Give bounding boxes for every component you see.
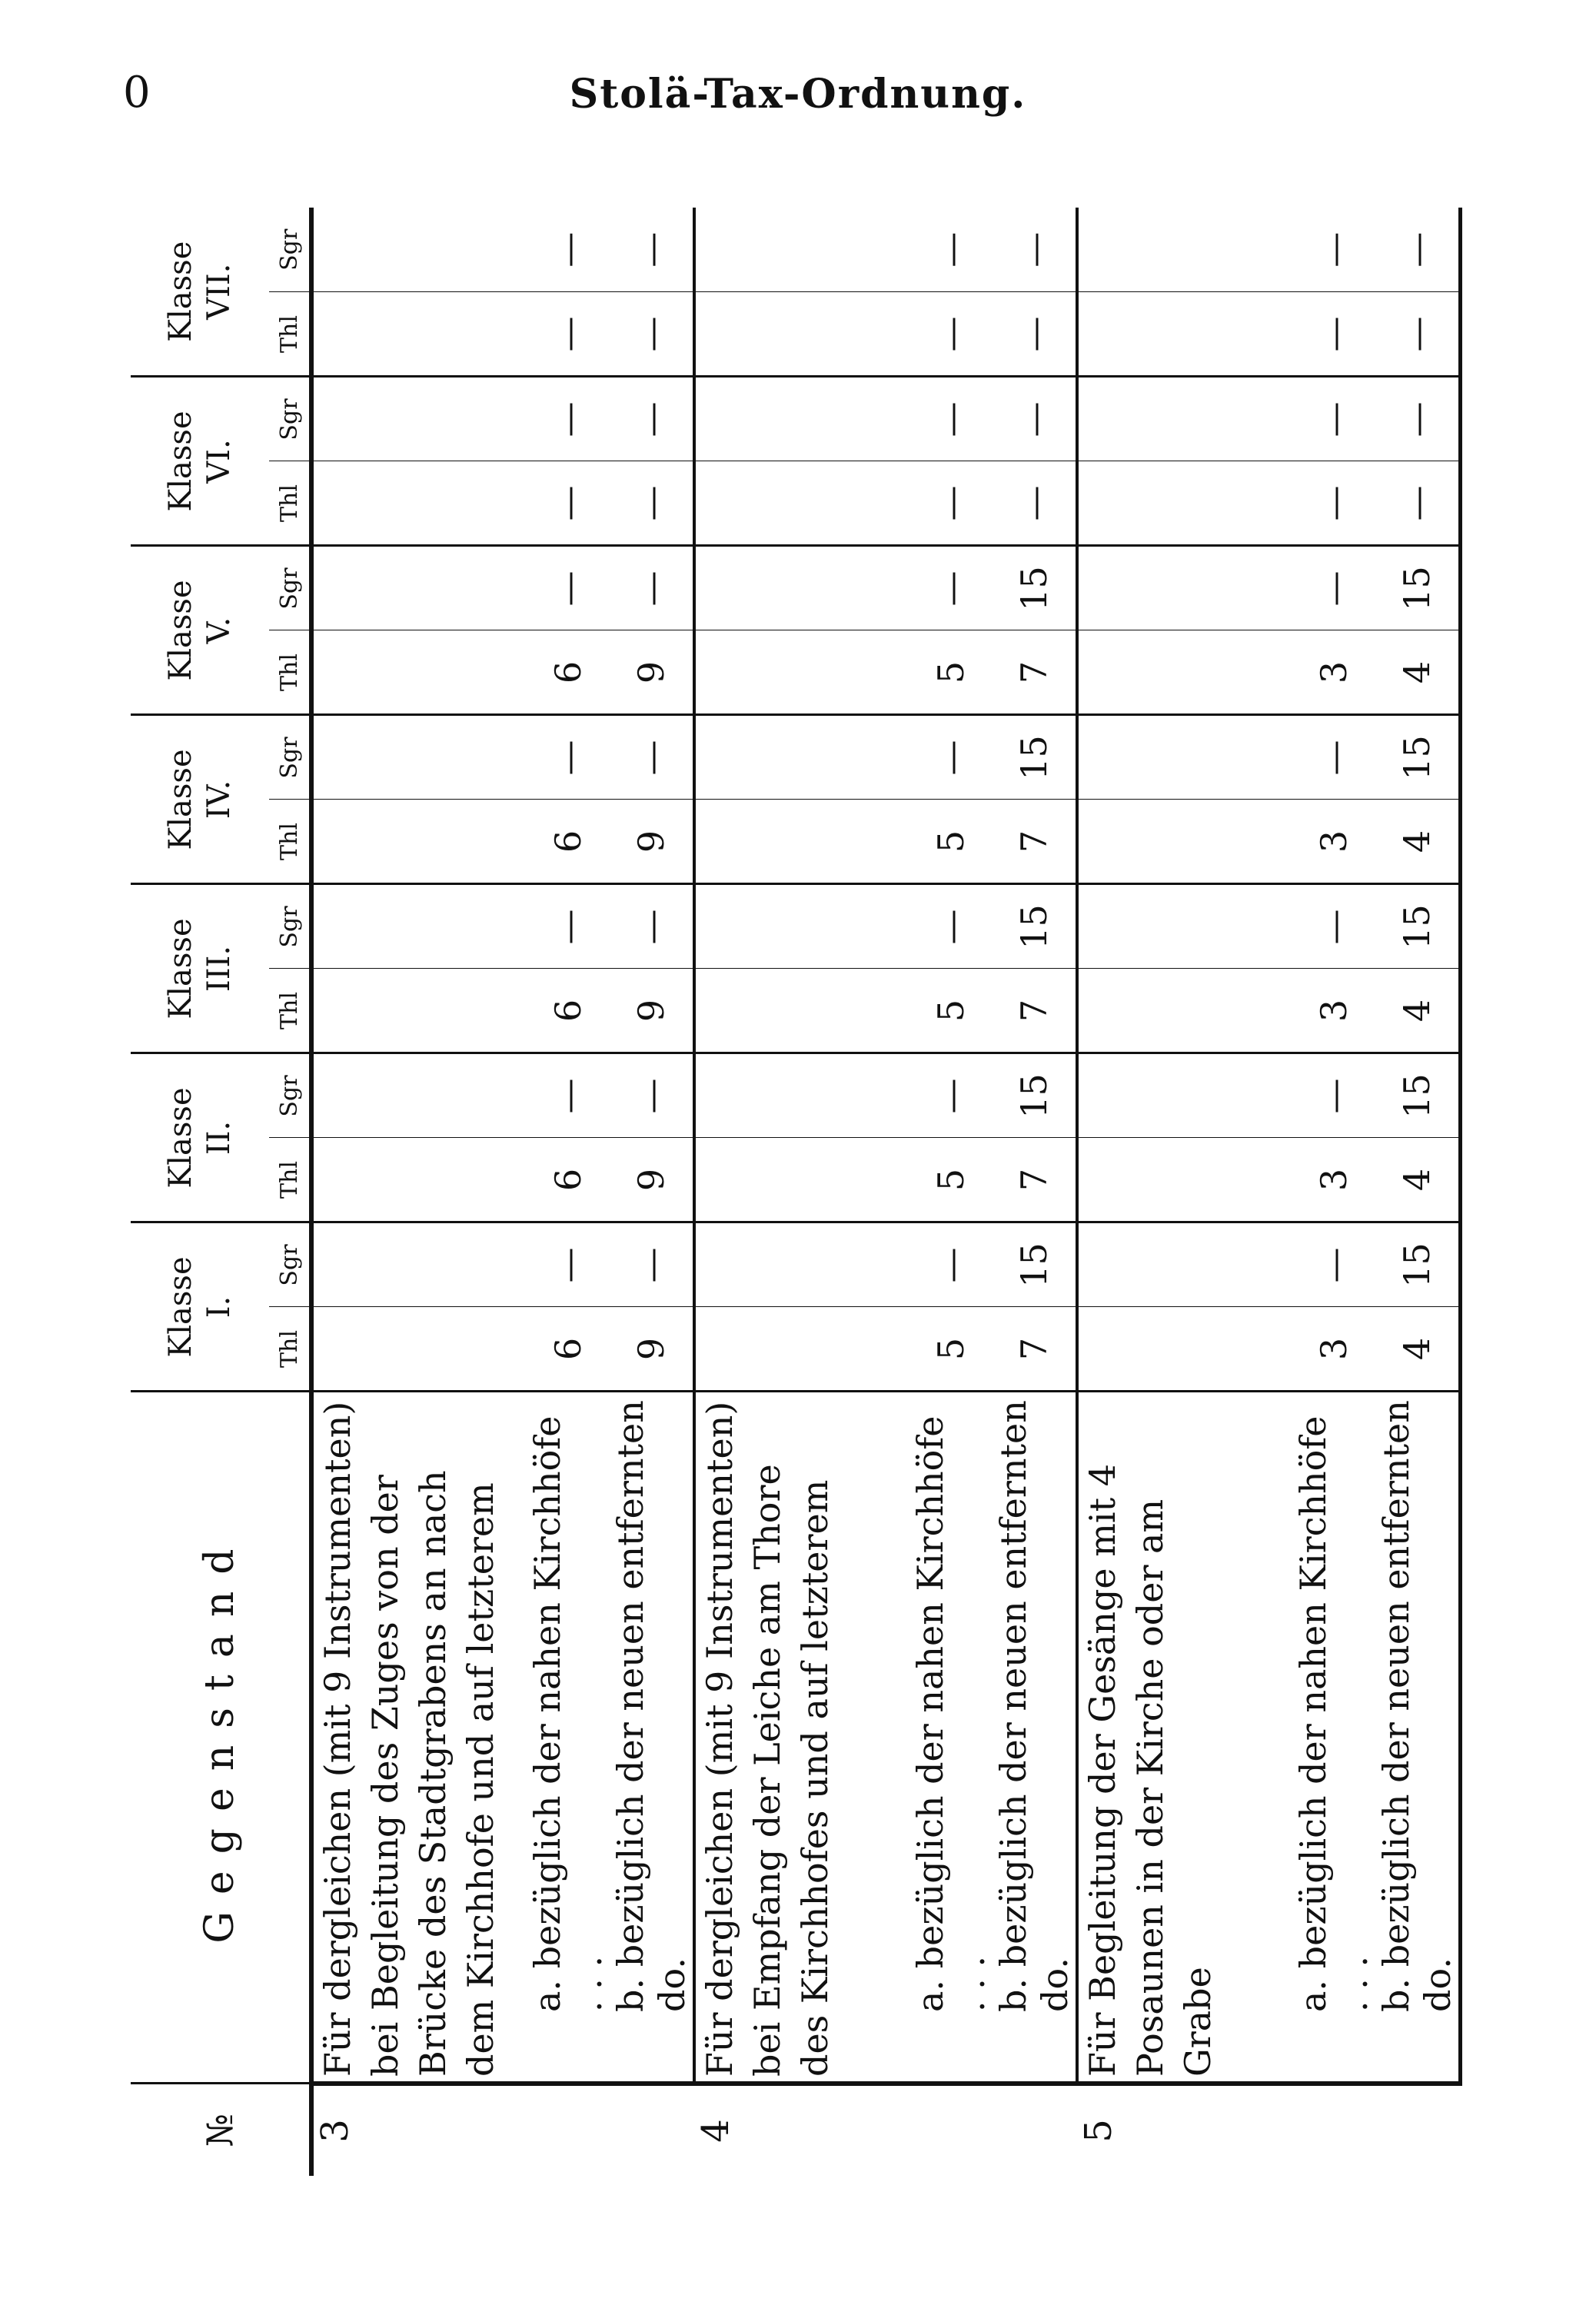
- class-4-sgr-value: —: [1292, 715, 1375, 800]
- class-6-sgr-value: —: [909, 377, 993, 461]
- class-5-sgr-value: —: [527, 546, 610, 630]
- row-number: 5: [1077, 2119, 1120, 2143]
- class-word: Klasse: [163, 411, 198, 512]
- class-2-sgr-value: 15: [1375, 1053, 1461, 1138]
- number-column-header: №: [131, 2084, 311, 2176]
- table-row: [694, 208, 909, 2176]
- class-3-sgr-value: —: [909, 884, 993, 969]
- empty-cell: [311, 1138, 527, 1222]
- class-2-thl-value: 4: [1375, 1138, 1461, 1222]
- class-7-thl-value: —: [993, 292, 1077, 377]
- empty-cell: [1077, 208, 1292, 292]
- subrow-description: a. bezüglich der nahen Kirchhöfe . . .: [527, 1392, 610, 2084]
- unit-header-sgr: Sgr: [269, 884, 311, 969]
- unit-header-thl: Thl: [269, 630, 311, 715]
- unit-header-thl: Thl: [269, 1307, 311, 1392]
- class-4-sgr-value: —: [610, 715, 694, 800]
- class-word: Klasse: [163, 1087, 198, 1189]
- subject-column-header: Gegenstand: [131, 1392, 311, 2084]
- header-class-row: [131, 208, 269, 2176]
- class-5-sgr-value: —: [1292, 546, 1375, 630]
- table-subrow: [993, 208, 1077, 2176]
- class-4-thl-value: 7: [993, 800, 1077, 884]
- class-5-thl-value: 6: [527, 630, 610, 715]
- class-3-thl-value: 4: [1375, 969, 1461, 1053]
- unit-header-sgr: Sgr: [269, 546, 311, 630]
- class-6-thl-value: —: [1375, 461, 1461, 546]
- class-6-sgr-value: —: [993, 377, 1077, 461]
- class-6-sgr-value: —: [610, 377, 694, 461]
- subrow-description: a. bezüglich der nahen Kirchhöfe . . .: [909, 1392, 993, 2084]
- class-7-thl-value: —: [610, 292, 694, 377]
- class-1-thl-value: 3: [1292, 1307, 1375, 1392]
- empty-cell: [1077, 630, 1292, 715]
- table-row: [311, 208, 527, 2176]
- empty-cell: [1077, 461, 1292, 546]
- class-4-sgr-value: 15: [993, 715, 1077, 800]
- unit-header-thl: Thl: [269, 969, 311, 1053]
- class-2-sgr-value: 15: [993, 1053, 1077, 1138]
- class-1-thl-value: 9: [610, 1307, 694, 1392]
- class-word: Klasse: [163, 1256, 198, 1358]
- class-1-thl-value: 6: [527, 1307, 610, 1392]
- class-7-sgr-value: —: [1292, 208, 1375, 292]
- empty-cell: [311, 884, 527, 969]
- class-5-thl-value: 9: [610, 630, 694, 715]
- class-2-thl-value: 3: [1292, 1138, 1375, 1222]
- class-numeral: III.: [201, 945, 237, 993]
- table-subrow: [527, 208, 610, 2176]
- class-2-sgr-value: —: [1292, 1053, 1375, 1138]
- class-1-sgr-value: 15: [993, 1222, 1077, 1307]
- table-subrow: [1292, 208, 1375, 2176]
- class-5-thl-value: 5: [909, 630, 993, 715]
- class-3-sgr-value: —: [1292, 884, 1375, 969]
- class-7-sgr-value: —: [1375, 208, 1461, 292]
- empty-cell: [1077, 715, 1292, 800]
- class-word: Klasse: [163, 580, 198, 681]
- class-7-sgr-value: —: [610, 208, 694, 292]
- empty-cell: [694, 715, 909, 800]
- table-subrow: [909, 208, 993, 2176]
- empty-cell: [311, 715, 527, 800]
- table-row: [1077, 208, 1292, 2176]
- tariff-table: [131, 208, 1462, 2176]
- unit-header-thl: Thl: [269, 292, 311, 377]
- empty-cell: [311, 1053, 527, 1138]
- empty-cell: [1077, 1053, 1292, 1138]
- empty-cell: [311, 969, 527, 1053]
- unit-header-sgr: Sgr: [269, 1053, 311, 1138]
- subrow-description: b. bezüglich der neuen entfernten do.: [1375, 1392, 1461, 2084]
- running-head: Stolä-Tax-Ordnung.: [569, 71, 1027, 118]
- empty-cell: [311, 377, 527, 461]
- class-3-thl-value: 9: [610, 969, 694, 1053]
- table-subrow: [610, 208, 694, 2176]
- class-numeral: II.: [201, 1120, 237, 1156]
- class-2-thl-value: 7: [993, 1138, 1077, 1222]
- empty-cell: [694, 884, 909, 969]
- unit-header-sgr: Sgr: [269, 377, 311, 461]
- class-7-thl-value: —: [1375, 292, 1461, 377]
- class-5-sgr-value: —: [909, 546, 993, 630]
- empty-cell: [694, 1138, 909, 1222]
- class-1-sgr-value: —: [909, 1222, 993, 1307]
- class-2-sgr-value: —: [610, 1053, 694, 1138]
- tariff-body: [311, 208, 1461, 2176]
- class-numeral: I.: [201, 1296, 237, 1319]
- empty-cell: [694, 546, 909, 630]
- class-6-sgr-value: —: [1292, 377, 1375, 461]
- empty-cell: [311, 1307, 527, 1392]
- unit-header-sgr: Sgr: [269, 715, 311, 800]
- class-2-sgr-value: —: [909, 1053, 993, 1138]
- class-4-thl-value: 3: [1292, 800, 1375, 884]
- class-6-thl-value: —: [909, 461, 993, 546]
- class-3-sgr-value: —: [527, 884, 610, 969]
- class-3-sgr-value: 15: [1375, 884, 1461, 969]
- empty-cell: [1077, 969, 1292, 1053]
- class-5-thl-value: 4: [1375, 630, 1461, 715]
- class-7-sgr-value: —: [993, 208, 1077, 292]
- class-word: Klasse: [163, 918, 198, 1019]
- empty-cell: [694, 969, 909, 1053]
- unit-header-thl: Thl: [269, 800, 311, 884]
- unit-header-thl: Thl: [269, 461, 311, 546]
- class-numeral: VI.: [201, 439, 237, 484]
- class-numeral: V.: [201, 617, 237, 644]
- empty-cell: [1077, 1307, 1292, 1392]
- class-header-6: [131, 377, 269, 546]
- class-1-sgr-value: —: [527, 1222, 610, 1307]
- empty-cell: [694, 1053, 909, 1138]
- class-6-thl-value: —: [1292, 461, 1375, 546]
- class-header-7: [131, 208, 269, 377]
- class-5-thl-value: 7: [993, 630, 1077, 715]
- class-1-thl-value: 5: [909, 1307, 993, 1392]
- empty-cell: [1077, 292, 1292, 377]
- class-4-thl-value: 9: [610, 800, 694, 884]
- class-2-thl-value: 5: [909, 1138, 993, 1222]
- class-4-thl-value: 6: [527, 800, 610, 884]
- class-2-sgr-value: —: [527, 1053, 610, 1138]
- subrow-description: a. bezüglich der nahen Kirchhöfe . . .: [1292, 1392, 1375, 2084]
- class-header-2: [131, 1053, 269, 1222]
- row-description: Für Begleitung der Gesänge mit 4 Posaunen in der Kirche oder am Grabe: [1077, 1392, 1292, 2084]
- row-number: 4: [694, 2119, 737, 2143]
- empty-cell: [311, 630, 527, 715]
- class-2-thl-value: 6: [527, 1138, 610, 1222]
- empty-cell: [694, 377, 909, 461]
- class-7-thl-value: —: [1292, 292, 1375, 377]
- table-subrow: [1375, 208, 1461, 2176]
- empty-cell: [1077, 884, 1292, 969]
- subrow-description: b. bezüglich der neuen entfernten do.: [993, 1392, 1077, 2084]
- row-description: Für dergleichen (mit 9 Instrumenten) bei Empfang der Leiche am Thore des Kirchhofes und auf letzterem: [694, 1392, 909, 2084]
- empty-cell: [311, 208, 527, 292]
- empty-cell: [694, 461, 909, 546]
- class-header-1: [131, 1222, 269, 1392]
- empty-cell: [694, 208, 909, 292]
- empty-cell: [1077, 800, 1292, 884]
- class-3-sgr-value: —: [610, 884, 694, 969]
- empty-cell: [1077, 377, 1292, 461]
- class-word: Klasse: [163, 749, 198, 850]
- empty-cell: [311, 800, 527, 884]
- unit-header-thl: Thl: [269, 1138, 311, 1222]
- empty-cell: [694, 1222, 909, 1307]
- class-header-5: [131, 546, 269, 715]
- row-description: Für dergleichen (mit 9 Instrumenten) bei Begleitung des Zuges von der Brücke des Stadtgrabens an nach dem Kirchhofe und auf letzterem: [311, 1392, 527, 2084]
- class-3-sgr-value: 15: [993, 884, 1077, 969]
- class-3-thl-value: 7: [993, 969, 1077, 1053]
- class-4-sgr-value: —: [909, 715, 993, 800]
- row-number: 3: [314, 2119, 357, 2143]
- empty-cell: [694, 800, 909, 884]
- unit-header-sgr: Sgr: [269, 208, 311, 292]
- class-1-sgr-value: 15: [1375, 1222, 1461, 1307]
- class-7-sgr-value: —: [909, 208, 993, 292]
- class-7-sgr-value: —: [527, 208, 610, 292]
- empty-cell: [694, 292, 909, 377]
- subrow-description: b. bezüglich der neuen entfernten do.: [610, 1392, 694, 2084]
- class-6-thl-value: —: [993, 461, 1077, 546]
- class-5-sgr-value: 15: [993, 546, 1077, 630]
- class-word: Klasse: [163, 241, 198, 342]
- empty-cell: [694, 1307, 909, 1392]
- class-4-sgr-value: 15: [1375, 715, 1461, 800]
- class-4-thl-value: 5: [909, 800, 993, 884]
- class-6-thl-value: —: [610, 461, 694, 546]
- class-5-sgr-value: —: [610, 546, 694, 630]
- empty-cell: [311, 292, 527, 377]
- class-3-thl-value: 3: [1292, 969, 1375, 1053]
- class-6-thl-value: —: [527, 461, 610, 546]
- class-6-sgr-value: —: [527, 377, 610, 461]
- empty-cell: [311, 546, 527, 630]
- class-3-thl-value: 5: [909, 969, 993, 1053]
- class-3-thl-value: 6: [527, 969, 610, 1053]
- class-4-sgr-value: —: [527, 715, 610, 800]
- empty-cell: [311, 461, 527, 546]
- class-1-thl-value: 4: [1375, 1307, 1461, 1392]
- empty-cell: [694, 630, 909, 715]
- empty-cell: [1077, 1138, 1292, 1222]
- empty-cell: [1077, 1222, 1292, 1307]
- class-1-sgr-value: —: [1292, 1222, 1375, 1307]
- class-numeral: IV.: [201, 780, 237, 820]
- empty-cell: [1077, 546, 1292, 630]
- rotated-table-wrapper: [131, 208, 1458, 2176]
- class-2-thl-value: 9: [610, 1138, 694, 1222]
- class-5-sgr-value: 15: [1375, 546, 1461, 630]
- class-7-thl-value: —: [527, 292, 610, 377]
- class-1-sgr-value: —: [610, 1222, 694, 1307]
- page-number: 0: [123, 68, 151, 118]
- class-4-thl-value: 4: [1375, 800, 1461, 884]
- class-numeral: VII.: [201, 263, 237, 320]
- unit-header-sgr: Sgr: [269, 1222, 311, 1307]
- empty-cell: [311, 1222, 527, 1307]
- class-6-sgr-value: —: [1375, 377, 1461, 461]
- class-7-thl-value: —: [909, 292, 993, 377]
- class-header-3: [131, 884, 269, 1053]
- class-header-4: [131, 715, 269, 884]
- class-5-thl-value: 3: [1292, 630, 1375, 715]
- class-1-thl-value: 7: [993, 1307, 1077, 1392]
